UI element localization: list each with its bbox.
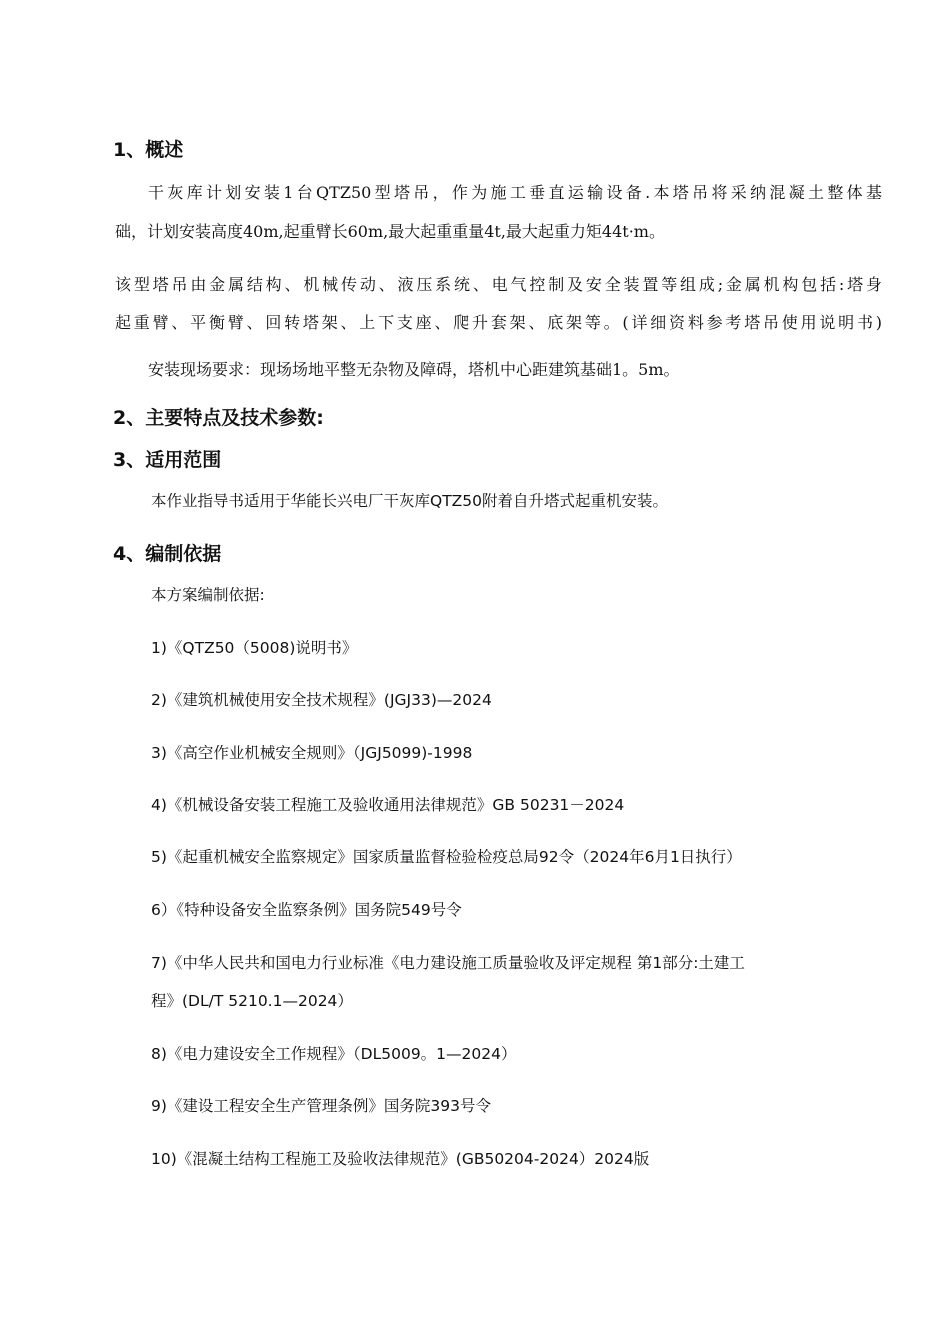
basis-list-item: 6）《特种设备安全监察条例》国务院549号令 (151, 901, 462, 919)
basis-list-item: 2)《建筑机械使用安全技术规程》(JGJ33)—2024 (151, 691, 492, 709)
basis-list-item: 10)《混凝土结构工程施工及验收法律规范》(GB50204-2024）2024版 (151, 1150, 650, 1168)
section-heading-features: 2、主要特点及技术参数: (113, 407, 324, 429)
overview-paragraph-2-line-1: 该型塔吊由金属结构、机械传动、液压系统、电气控制及安全装置等组成;金属机构包括:塔身 (115, 275, 882, 294)
basis-list-item: 5)《起重机械安全监察规定》国家质量监督检验检疫总局92令（2024年6月1日执行） (151, 848, 742, 866)
basis-list-item: 4)《机械设备安装工程施工及验收通用法律规范》GB 50231－2024 (151, 796, 625, 814)
basis-intro: 本方案编制依据: (151, 586, 265, 604)
section-heading-overview: 1、概述 (113, 139, 184, 161)
basis-list-item: 9)《建设工程安全生产管理条例》国务院393号令 (151, 1097, 491, 1115)
overview-paragraph-1-line-1: 干灰库计划安装1台QTZ50型塔吊，作为施工垂直运输设备.本塔吊将采纳混凝土整体基 (148, 183, 882, 202)
basis-list-item: 8)《电力建设安全工作规程》（DL5009。1—2024） (151, 1045, 517, 1063)
overview-paragraph-1-line-2: 础，计划安装高度40m,起重臂长60m,最大起重重量4t,最大起重力矩44t·m。 (115, 222, 665, 241)
overview-paragraph-3: 安装现场要求：现场场地平整无杂物及障碍，塔机中心距建筑基础1。5m。 (148, 360, 680, 379)
basis-list-item: 1)《QTZ50（5008)说明书》 (151, 639, 358, 657)
basis-list-item: 7)《中华人民共和国电力行业标准《电力建设施工质量验收及评定规程 第1部分:土建工 (151, 954, 745, 972)
basis-list-item: 3)《高空作业机械安全规则》（JGJ5099)-1998 (151, 744, 473, 762)
section-heading-scope: 3、适用范围 (113, 449, 222, 471)
section-heading-basis: 4、编制依据 (113, 543, 222, 565)
overview-paragraph-2-line-2: 起重臂、平衡臂、回转塔架、上下支座、爬升套架、底架等。(详细资料参考塔吊使用说明书) (115, 313, 882, 332)
basis-list-item-continuation: 程》(DL/T 5210.1—2024） (151, 992, 353, 1010)
scope-text: 本作业指导书适用于华能长兴电厂干灰库QTZ50附着自升塔式起重机安装。 (151, 492, 669, 510)
